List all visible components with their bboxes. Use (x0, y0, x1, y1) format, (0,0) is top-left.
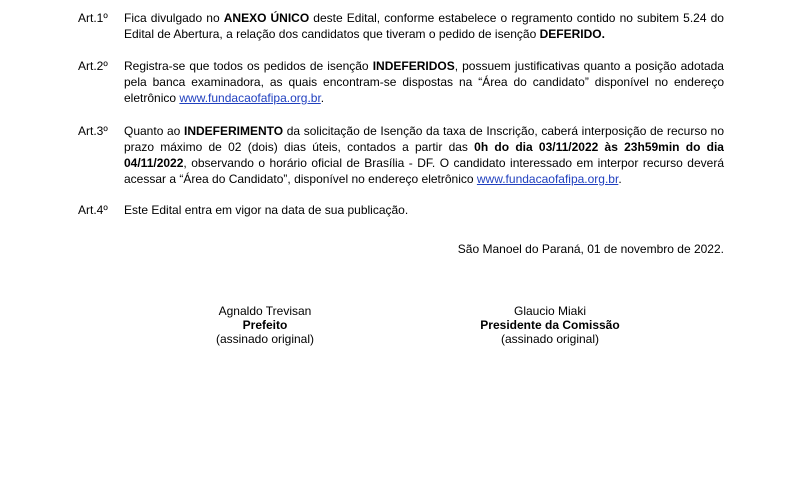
article-2-part: Registra-se que todos os pedidos de isenção (124, 59, 373, 73)
signer-name: Glaucio Miaki (513, 304, 587, 318)
signature-commission-president (480, 304, 620, 346)
article-2-part: . (320, 91, 325, 105)
article-3-bold: 0h do dia 03/11/2022 às 23h59min do dia 04/11/2022 (124, 140, 724, 170)
article-1-bold: DEFERIDO. (539, 27, 605, 41)
article-3-part: , observando o horário oficial de Brasília - DF. O candidato interessado em interpor recurso deverá acessar a “Área do Candidato”, disponível no endereço eletrônico (124, 156, 724, 186)
article-3-text (124, 123, 724, 187)
article-3-number: Art.3º (78, 124, 108, 138)
date-line: São Manoel do Paraná, 01 de novembro de 2022. (457, 242, 724, 256)
signer-note: (assinado original) (215, 332, 315, 346)
signer-note: (assinado original) (500, 332, 600, 346)
article-1 (78, 10, 726, 42)
article-2-number: Art.2º (78, 59, 108, 73)
signer-role: Presidente da Comissão (480, 318, 620, 332)
website-link[interactable]: www.fundacaofafipa.org.br (179, 91, 321, 105)
article-2-bold: INDEFERIDOS (372, 59, 455, 73)
article-1-bold: ANEXO ÚNICO (223, 11, 310, 25)
article-4-text: Este Edital entra em vigor na data de sua publicação. (124, 203, 409, 217)
article-3-part: Quanto ao (124, 124, 184, 138)
article-1-part: deste Edital, conforme estabelece o regramento contido no subitem 5.24 do Edital de Abertura, a relação dos candidatos que tiveram o pedido de isenção (124, 11, 724, 41)
article-1-number: Art.1º (78, 11, 108, 25)
article-1-part: Fica divulgado no (124, 11, 224, 25)
article-4-number: Art.4º (78, 203, 108, 217)
article-4 (78, 202, 726, 218)
article-3 (78, 123, 726, 187)
article-3-bold: INDEFERIMENTO (184, 124, 284, 138)
signer-role: Prefeito (242, 318, 288, 332)
signer-name: Agnaldo Trevisan (218, 304, 312, 318)
article-2 (78, 58, 726, 106)
article-3-part: . (618, 172, 622, 186)
website-link[interactable]: www.fundacaofafipa.org.br (476, 172, 619, 186)
article-2-text (124, 58, 724, 106)
article-1-text (124, 10, 724, 42)
article-2-part: , possuem justificativas quanto a posição adotada pela banca examinadora, as quais encontram-se dispostas na “Área do candidato” disponível no endereço eletrônico (124, 59, 724, 105)
signature-mayor (200, 304, 330, 346)
article-3-part: da solicitação de Isenção da taxa de Inscrição, caberá interposição de recurso no prazo máximo de 02 (dois) dias úteis, contados a partir das (124, 124, 724, 154)
